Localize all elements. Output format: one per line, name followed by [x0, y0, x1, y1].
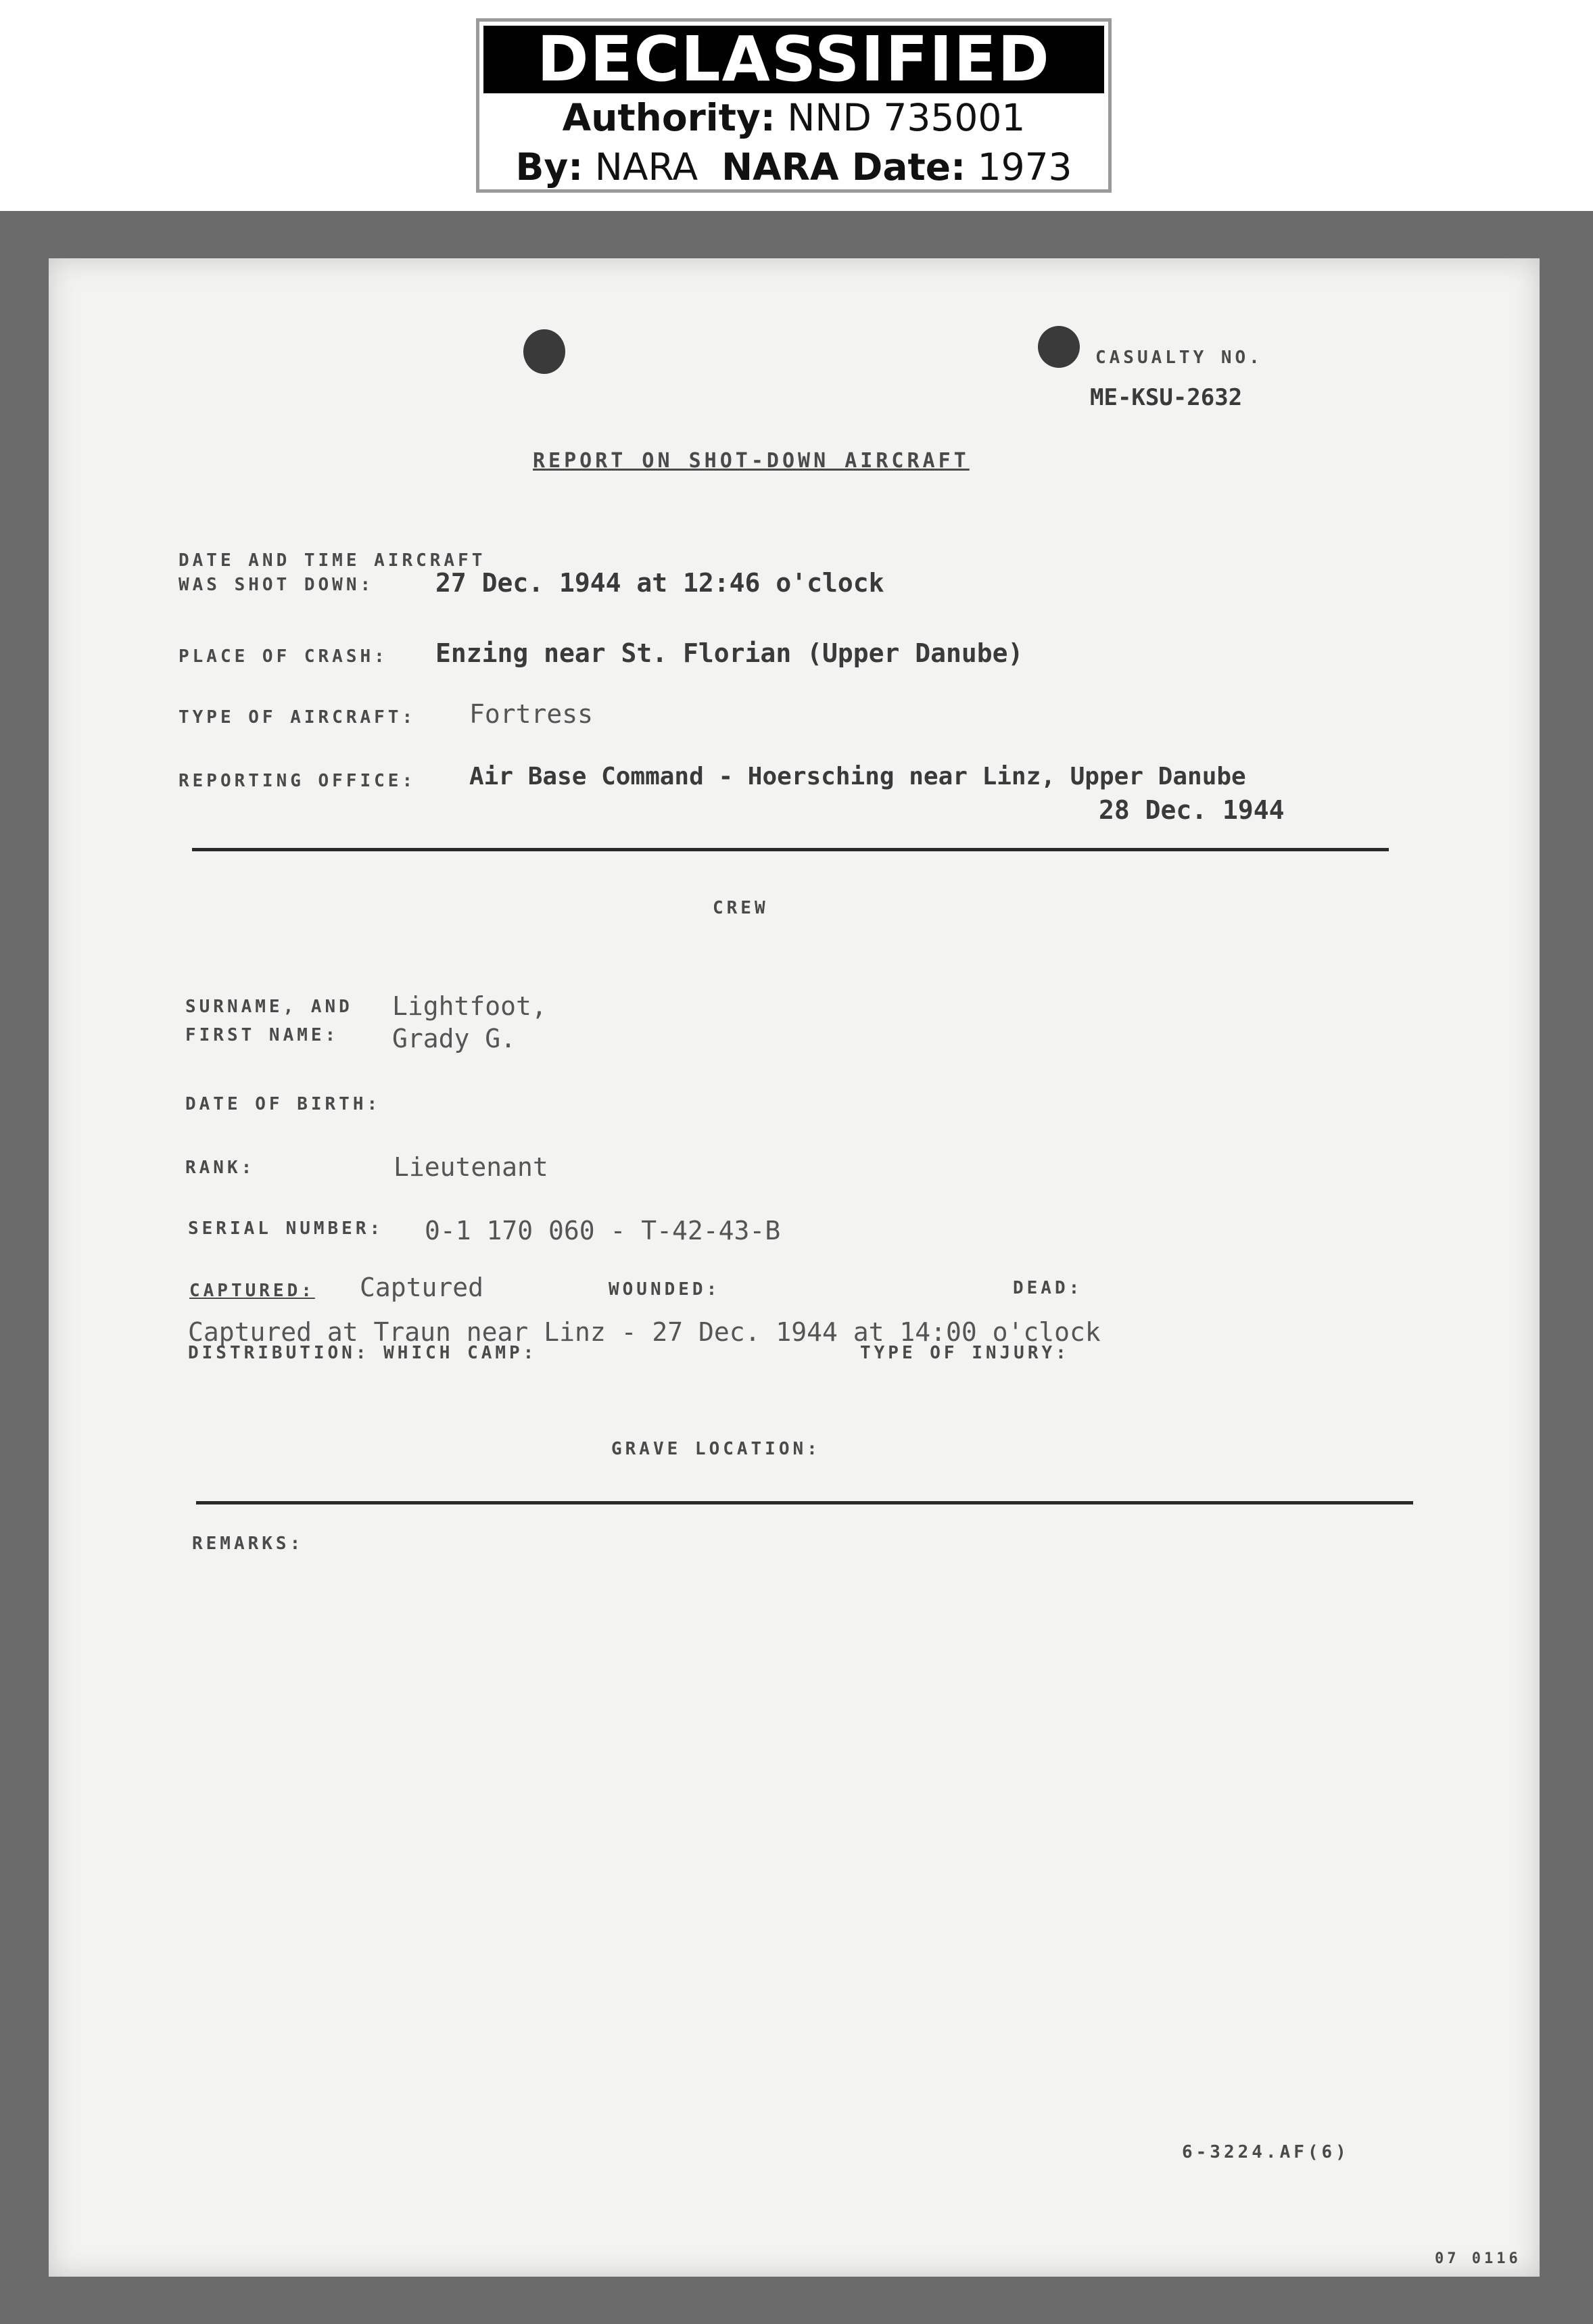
- punch-hole-left: [523, 329, 565, 374]
- aircraft-type-value: Fortress: [469, 699, 594, 729]
- stamp-title: DECLASSIFIED: [483, 26, 1104, 93]
- surname-value: Lightfoot,: [392, 991, 547, 1021]
- crew-heading: CREW: [713, 898, 769, 918]
- casualty-number: ME-KSU-2632: [1090, 384, 1243, 411]
- injury-label: TYPE OF INJURY:: [860, 1343, 1070, 1363]
- divider-bottom: [196, 1501, 1413, 1504]
- stamp-authority-line: [479, 93, 1108, 143]
- scanned-document-frame: [0, 211, 1593, 2324]
- reporting-office-label: REPORTING OFFICE:: [179, 771, 417, 791]
- stamp-by-label: By:: [515, 145, 584, 189]
- aircraft-type-label: TYPE OF AIRCRAFT:: [179, 707, 417, 728]
- distribution-label: DISTRIBUTION: WHICH CAMP:: [188, 1343, 538, 1363]
- reporting-office-date: 28 Dec. 1944: [1099, 795, 1285, 825]
- reporting-office-value: Air Base Command - Hoersching near Linz, Upper Danube: [469, 763, 1246, 790]
- stamp-date-label: NARA Date:: [721, 145, 966, 189]
- captured-value: Captured: [360, 1273, 484, 1302]
- casualty-label: CASUALTY NO.: [1095, 348, 1263, 368]
- punch-hole-right: [1038, 326, 1080, 368]
- surname-label-2: FIRST NAME:: [185, 1025, 339, 1045]
- serial-number-label: SERIAL NUMBER:: [188, 1218, 384, 1239]
- corner-number: 07 0116: [1435, 2250, 1521, 2267]
- captured-detail: Captured at Traun near Linz - 27 Dec. 1944 at 14:00 o'clock: [188, 1317, 1101, 1347]
- stamp-date-value: 1973: [977, 145, 1072, 189]
- place-value: Enzing near St. Florian (Upper Danube): [435, 638, 1024, 668]
- rank-label: RANK:: [185, 1158, 256, 1178]
- first-name-value: Grady G.: [392, 1024, 517, 1053]
- stamp-by-line: [479, 143, 1108, 192]
- dead-label: DEAD:: [1013, 1278, 1083, 1298]
- surname-label-1: SURNAME, AND: [185, 997, 353, 1017]
- stamp-authority-label: Authority:: [562, 96, 776, 139]
- date-of-birth-label: DATE OF BIRTH:: [185, 1094, 381, 1114]
- date-time-label-2: WAS SHOT DOWN:: [179, 575, 375, 595]
- place-label: PLACE OF CRASH:: [179, 646, 388, 667]
- date-time-label-1: DATE AND TIME AIRCRAFT: [179, 550, 486, 571]
- serial-number-value: 0-1 170 060 - T-42-43-B: [425, 1216, 781, 1246]
- date-time-value: 27 Dec. 1944 at 12:46 o'clock: [435, 568, 884, 598]
- grave-location-label: GRAVE LOCATION:: [611, 1439, 821, 1459]
- declassified-stamp: [476, 18, 1112, 193]
- remarks-label: REMARKS:: [192, 1534, 304, 1554]
- divider-top: [192, 848, 1389, 851]
- rank-value: Lieutenant: [394, 1152, 548, 1182]
- report-title: REPORT ON SHOT-DOWN AIRCRAFT: [533, 449, 970, 473]
- form-number: 6-3224.AF(6): [1182, 2142, 1350, 2162]
- captured-label: CAPTURED:: [189, 1281, 315, 1301]
- stamp-authority-value: NND 735001: [787, 96, 1026, 139]
- wounded-label: WOUNDED:: [609, 1279, 721, 1300]
- document-page: [49, 258, 1540, 2277]
- stamp-by-value: NARA: [594, 145, 698, 189]
